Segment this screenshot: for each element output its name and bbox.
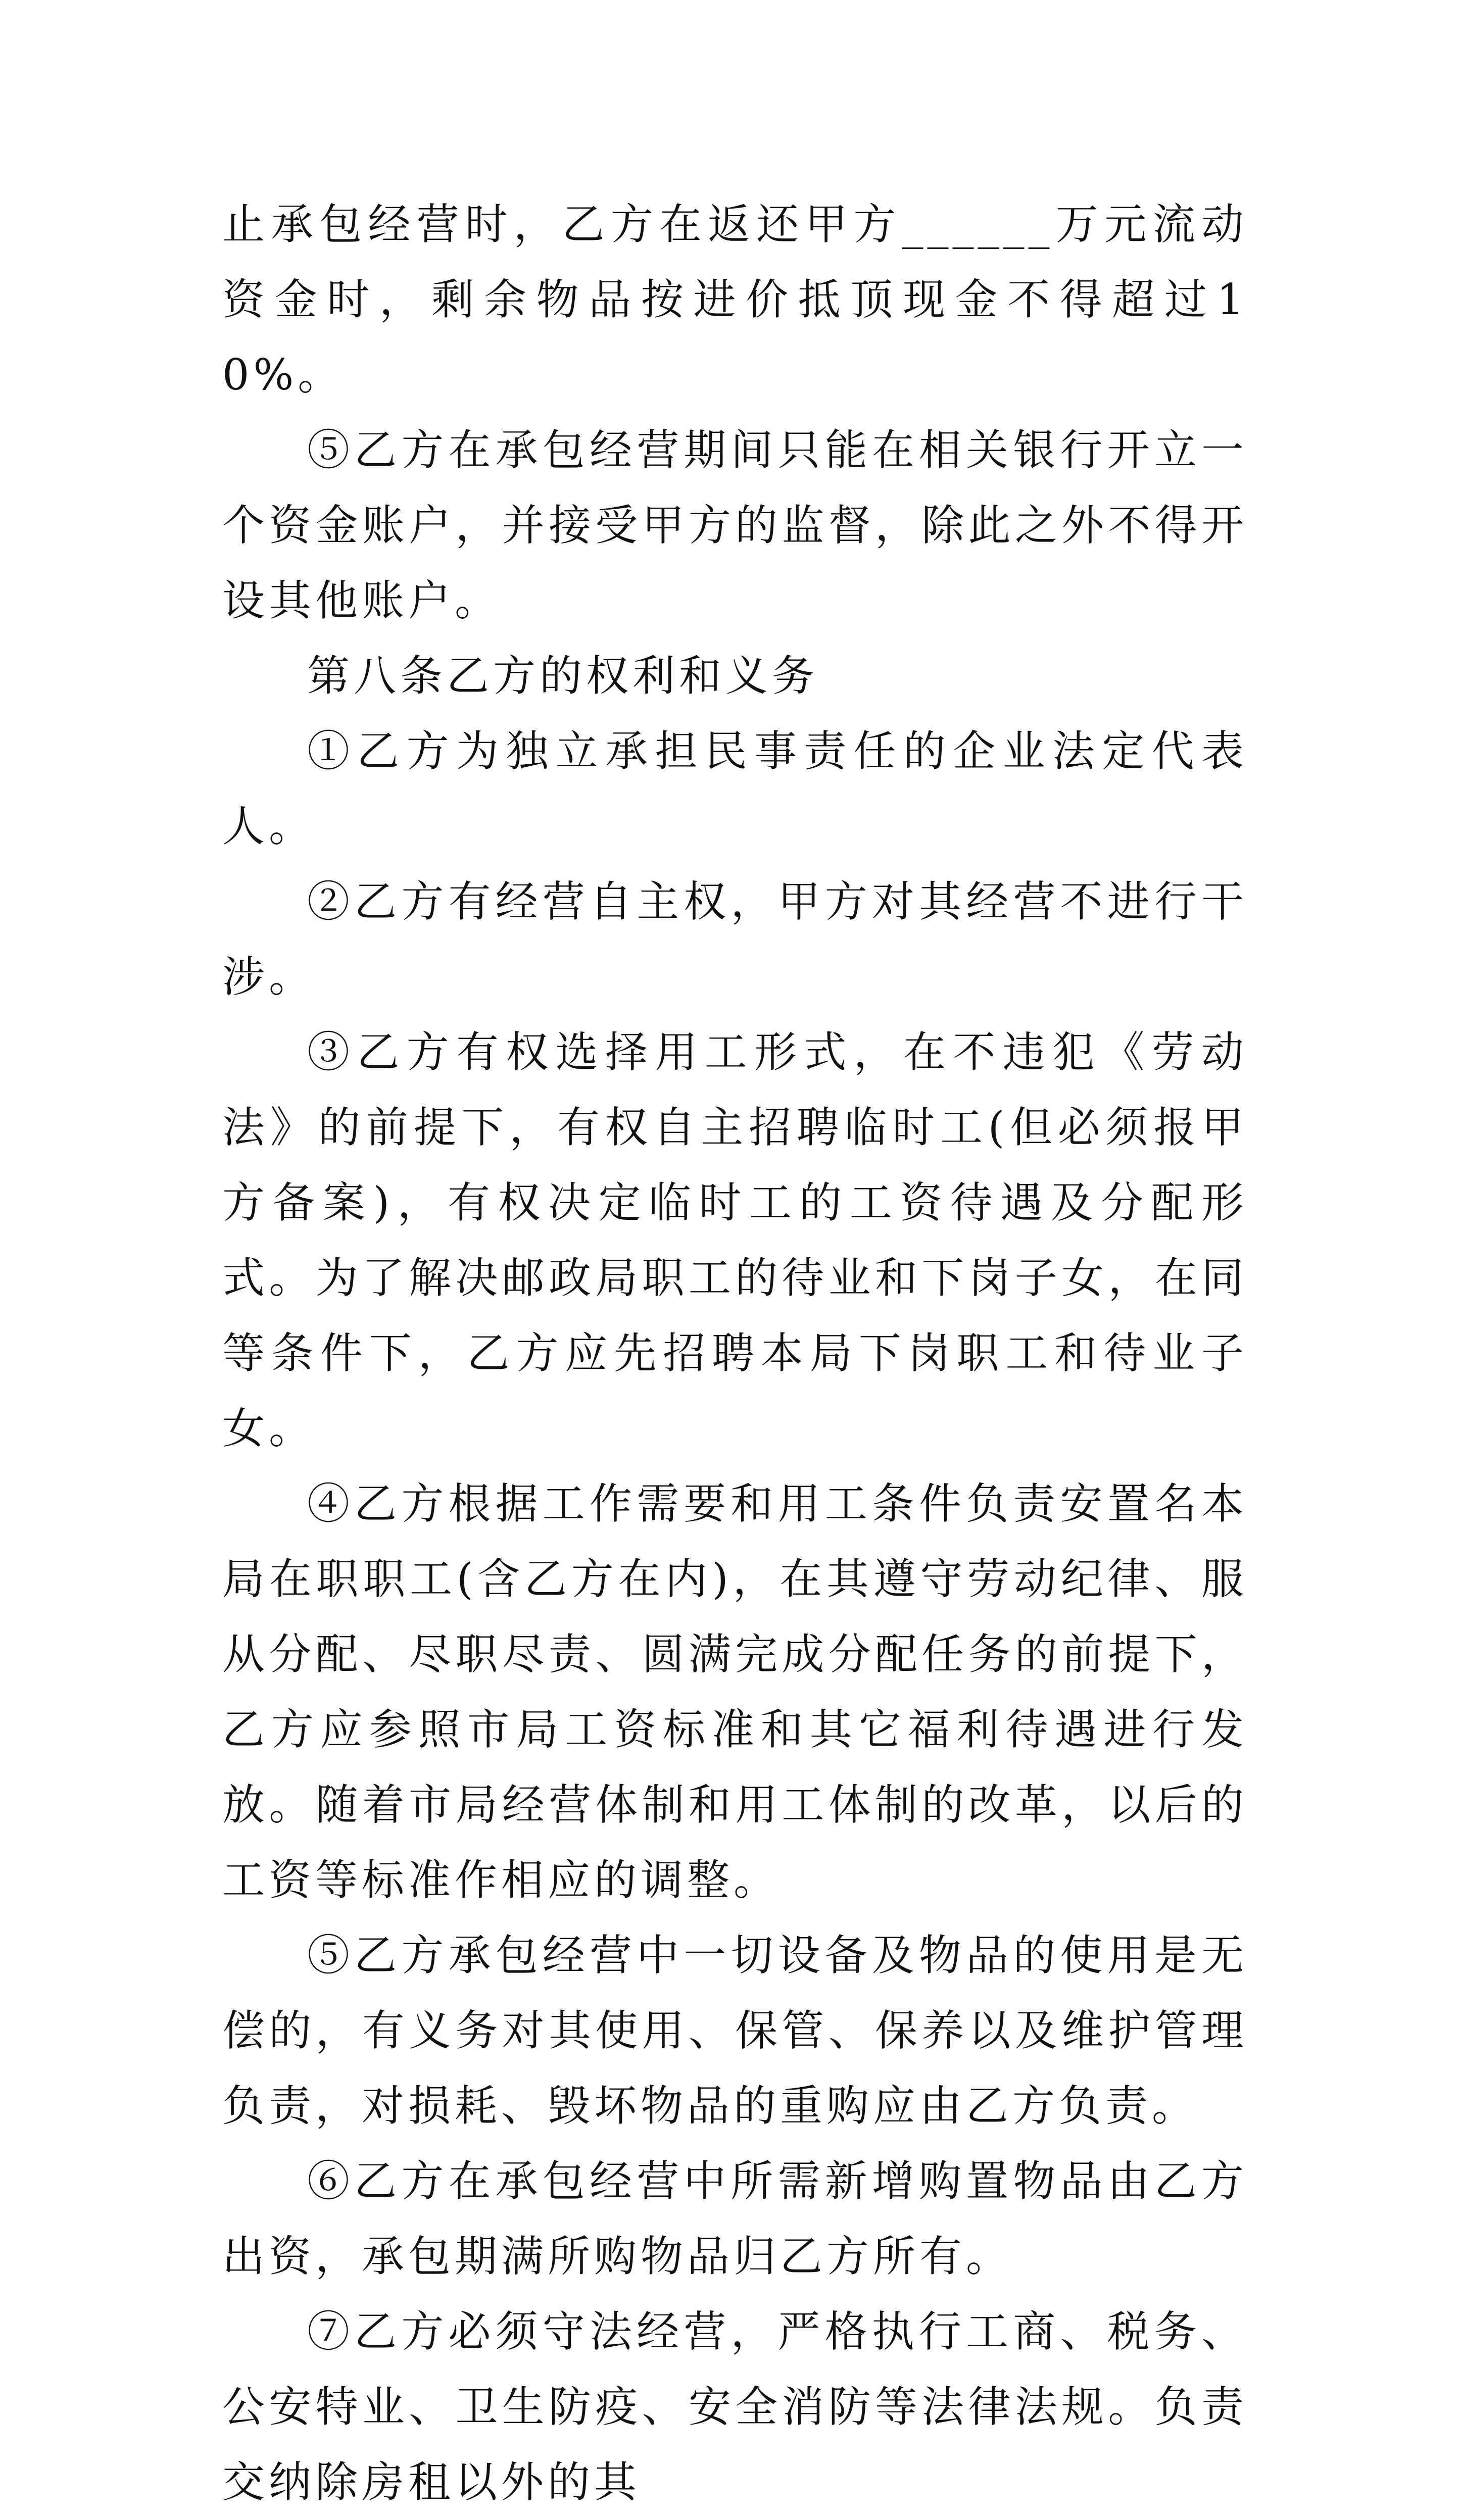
document-body bbox=[222, 187, 1248, 2520]
paragraph-clause-5-account: ⑤乙方在承包经营期间只能在相关银行开立一个资金账户，并接受甲方的监督，除此之外不得开设其他账户。 bbox=[222, 425, 1248, 625]
paragraph-clause-5-equipment: ⑤乙方承包经营中一切设备及物品的使用是无偿的，有义务对其使用、保管、保养以及维护管理负责，对损耗、毁坏物品的重购应由乙方负责。 bbox=[222, 1931, 1248, 2131]
paragraph-clause-1: ①乙方为独立承担民事责任的企业法定代表人。 bbox=[222, 726, 1248, 851]
paragraph-clause-3: ③乙方有权选择用工形式，在不违犯《劳动法》的前提下，有权自主招聘临时工(但必须报甲方备案)，有权决定临时工的工资待遇及分配形式。为了解决邮政局职工的待业和下岗子女，在同等条件下，乙方应先招聘本局下岗职工和待业子女。 bbox=[222, 1027, 1248, 1453]
paragraph-clause-6: ⑥乙方在承包经营中所需新增购置物品由乙方出资，承包期满所购物品归乙方所有。 bbox=[222, 2156, 1248, 2281]
paragraph-clause-2: ②乙方有经营自主权，甲方对其经营不进行干涉。 bbox=[222, 877, 1248, 1002]
section-heading-article-8: 第八条乙方的权利和义务 bbox=[307, 651, 819, 701]
paragraph-clause-7: ⑦乙方必须守法经营，严格执行工商、税务、公安特业、卫生防疫、安全消防等法律法规。负责交纳除房租以外的其 bbox=[222, 2307, 1248, 2507]
paragraph-clause-4: ④乙方根据工作需要和用工条件负责安置名本局在职职工(含乙方在内)，在其遵守劳动纪律、服从分配、尽职尽责、圆满完成分配任务的前提下，乙方应参照市局工资标准和其它福利待遇进行发放。随着市局经营体制和用工体制的改革，以后的工资等标准作相应的调整。 bbox=[222, 1479, 1248, 1905]
paragraph-continuation: 止承包经营时，乙方在返还甲方______万元流动资金时，剩余物品按进价抵顶现金不得超过10%。 bbox=[222, 200, 1248, 400]
